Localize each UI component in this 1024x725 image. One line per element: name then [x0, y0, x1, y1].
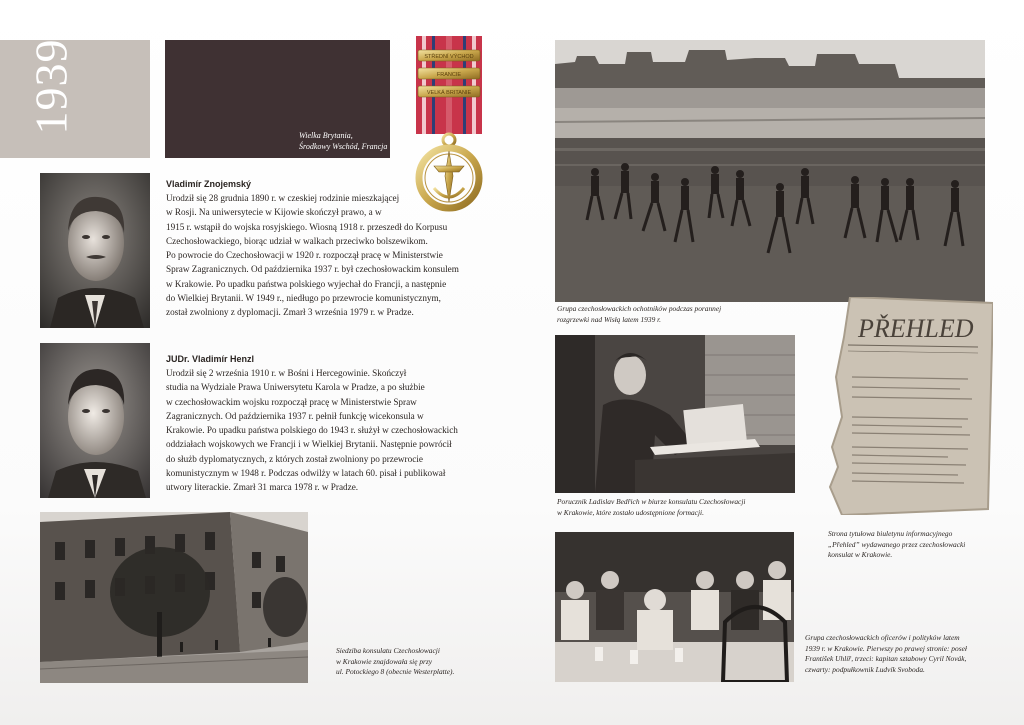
bio-line: został zwolniony z dyplomacji. Zmarł 3 września 1979 r. w Pradze. — [166, 307, 414, 318]
bio-line: 1915 r. wstąpił do wojska rosyjskiego. Wiosną 1918 r. przeszedł do Korpusu — [166, 221, 448, 232]
bio-line: komunistycznym w 1948 r. Podczas odwilży w latach 60. pisał i publikował — [166, 468, 446, 479]
bio-body — [166, 366, 493, 495]
caption-line: w Krakowie znajdowała się przy — [336, 656, 433, 666]
portrait-znojemsky — [40, 173, 150, 328]
photo-morning-exercise — [555, 40, 985, 302]
caption-line: František Uhlíř, trzeci: kapitan sztabowy Cyril Novák, — [805, 654, 967, 663]
medal-bar-3: VELKÁ BRITANIE — [426, 90, 472, 96]
bio-znojemsky — [166, 178, 493, 320]
bio-line: Zagranicznych. Od października 1937 r. pełnił funkcję wicekonsula w — [166, 410, 424, 421]
bio-body — [166, 191, 493, 320]
caption-line: 1939 r. w Krakowie. Pierwszy po prawej stronie: poseł — [805, 643, 967, 653]
caption-line: czwarty: podpułkownik Ludvík Svoboda. — [805, 664, 925, 674]
bio-line: Urodził się 28 grudnia 1890 r. w czeskiej rodzinie mieszkającej — [166, 193, 400, 203]
caption-line: Grupa czechosłowackich oficerów i polityków latem — [805, 633, 960, 642]
medal-bar-1: STŘEDNÍ VÝCHOD — [424, 54, 474, 60]
bio-line: studia na Wydziale Prawa Uniwersytetu Karola w Pradze, a po służbie — [166, 382, 425, 393]
caption-line: Grupa czechosłowackich ochotników podczas porannej — [557, 304, 722, 313]
bio-line: do służb dyplomatycznych, z których został zwolniony po przewrocie — [166, 453, 423, 464]
caption-line: ul. Potockiego 8 (obecnie Westerplatte). — [336, 667, 455, 676]
bio-line: oddziałach wojskowych we Francji i w Wielkiej Brytanii. Następnie powrócił — [166, 439, 452, 450]
bio-line: w Krakowie. Po upadku państwa polskiego wyjechał do Francji, a następnie — [166, 278, 447, 289]
caption-exercise — [557, 304, 817, 325]
bio-line: w czechosłowackim wojsku rozpoczął pracę w Ministerstwie Spraw — [166, 396, 417, 407]
caption-line: Siedziba konsulatu Czechosłowacji — [336, 646, 440, 655]
photo-consulate-building — [40, 512, 308, 683]
portrait-henzl — [40, 343, 150, 498]
photo-consulate-office — [555, 335, 795, 493]
caption-officers — [805, 633, 1005, 675]
caption-line: Strona tytułowa biuletynu informacyjnego — [828, 529, 953, 538]
bio-line: do Wielkiej Brytanii. W 1949 r., niedługo po przewrocie komunistycznym, — [166, 293, 441, 304]
bio-name: JUDr. Vladimír Henzl — [166, 354, 255, 364]
photo-prehled-newspaper — [828, 297, 993, 515]
caption-prehled — [828, 529, 998, 561]
bio-line: Urodził się 2 września 1910 r. w Bośni i Hercegowinie. Skończył — [166, 368, 407, 378]
caption-office — [557, 497, 817, 518]
bio-line: Spraw Zagranicznych. Od października 1937 r. był czechosłowackim konsulem — [166, 264, 459, 275]
newspaper-masthead: PŘEHLED — [858, 314, 974, 343]
bio-line: Czechosłowackiego, biorąc udział w walkach przeciwko bolszewikom. — [166, 235, 428, 246]
medal-bar-2: FRANCIE — [436, 72, 462, 78]
caption-consulate — [336, 646, 506, 678]
band-caption-line-2: Środkowy Wschód, Francja — [299, 142, 388, 151]
bio-henzl — [166, 353, 493, 495]
bio-line: utwory literackie. Zmarł 31 marca 1978 r. w Pradze. — [166, 482, 359, 493]
caption-line: Porucznik Ladislav Bedřich w biurze konsulatu Czechosłowacji — [557, 497, 746, 506]
bio-line: Po powrocie do Czechosłowacji w 1920 r. rozpoczął pracę w Ministerstwie — [166, 250, 443, 261]
caption-line: konsulat w Krakowie. — [828, 550, 893, 559]
photo-officers-group — [555, 532, 794, 682]
caption-line: w Krakowie, które zostało udostępnione formacji. — [557, 507, 704, 517]
band-caption-line-1: Wielka Brytania, — [299, 131, 353, 140]
bio-line: Krakowie. Po upadku państwa polskiego do 1943 r. służył w czechosłowackich — [166, 425, 458, 436]
caption-line: rozgrzewki nad Wisłą latem 1939 r. — [557, 314, 662, 324]
year-label: 1939 — [25, 38, 77, 135]
caption-line: „Přehled” wydawanego przez czechosłowacki — [828, 539, 966, 549]
bio-line: w Rosji. Na uniwersytecie w Kijowie skończył prawo, a w — [166, 207, 382, 218]
bio-name: Vladimír Znojemský — [166, 179, 252, 189]
